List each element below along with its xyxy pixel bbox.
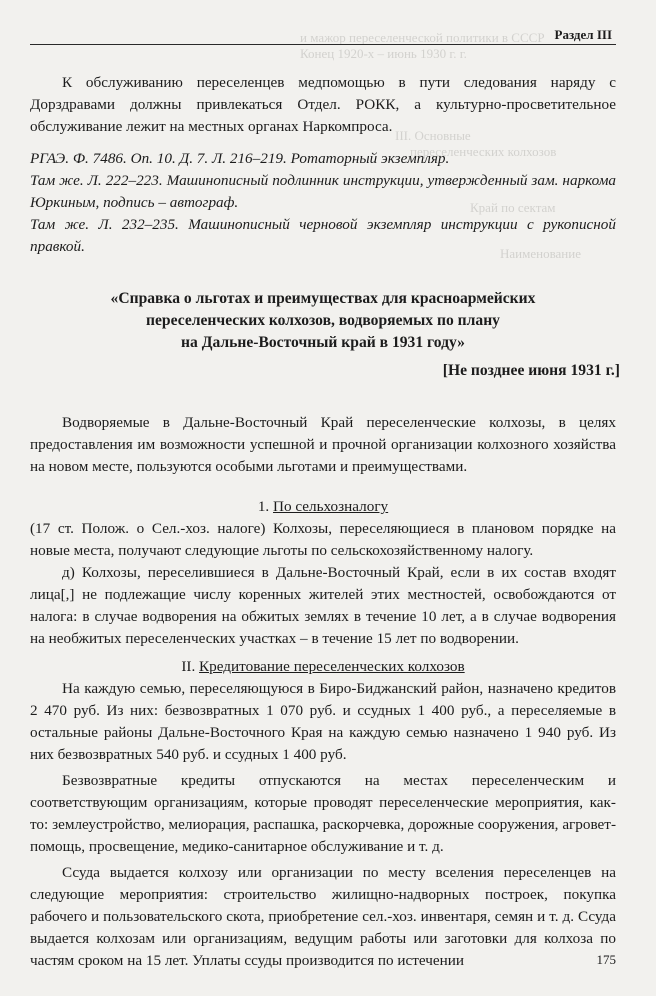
section-2-heading (30, 656, 616, 678)
section-2-paragraph: Ссуда выдается колхозу или организации по месту вселения переселенцев на следующие мероприятия: строительство жилищно-надворных построек, покупка рабочего и пользовательского скота, приобретение сел.-хоз. инвентаря, семян и т. д. Ссуда выдается колхозам или организациям, ведущим работы или заготовки для колхоза по частям сроком на 15 лет. Уплаты ссуды производится по истечении (30, 864, 616, 969)
document-title-line: переселенческих колхозов, водворяемых по плану (146, 312, 500, 329)
section-label: Раздел III (554, 27, 612, 42)
top-paragraph: К обслуживанию переселенцев медпомощью в пути следования наряду с Дорздравами должны привлекаться Отдел. РОКК, а культурно-просветительное обслуживание лежит на местных органах Наркомпроса. (30, 74, 616, 135)
section-1-heading (30, 496, 616, 518)
section-2-number: II. (181, 658, 196, 675)
section-2-paragraph: На каждую семью, переселяющуюся в Биро-Биджанский район, назначено кредитов 2 470 руб. Из них: безвозвратных 1 070 руб. и ссудных 1 400 руб., а переселяемые в остальные районы Дальне-Восточного Края на каждую семью назначено 1 940 руб. Из них безвозвратных 540 руб. и ссудных 1 400 руб. (30, 680, 616, 763)
bleed-through-text: Край по сектам (470, 200, 556, 215)
bleed-through-text: III. Основные (395, 128, 471, 143)
bleed-through-text: Конец 1920-х – июнь 1930 г. г. (300, 46, 467, 61)
page-body (30, 72, 620, 972)
bleed-through-text: переселенческих колхозов (410, 144, 557, 159)
source-line: Там же. Л. 222–223. Машинописный подлинник инструкции, утвержденный зам. наркома Юркиным, подпись – автограф. (30, 172, 616, 211)
page-number: 175 (596, 952, 616, 967)
document-title (30, 288, 616, 354)
section-1-paragraph: (17 ст. Полож. о Сел.-хоз. налоге) Колхозы, переселяющиеся в плановом порядке на новые места, получают следующие льготы по сельскохозяйственному налогу. (30, 520, 616, 559)
intro-paragraph: Водворяемые в Дальне-Восточный Край переселенческие колхозы, в целях предоставления им возможности успешной и прочной организации колхозного хозяйства на новом месте, пользуются особыми льготами и преимуществами. (30, 414, 616, 475)
source-line: РГАЭ. Ф. 7486. Оп. 10. Д. 7. Л. 216–219. Ротаторный экземпляр. (30, 150, 450, 167)
archive-sources (30, 148, 616, 258)
section-2-title: Кредитование переселенческих колхозов (199, 658, 465, 675)
header-rule (30, 44, 616, 45)
section-2-paragraph: Безвозвратные кредиты отпускаются на местах переселенческим и соответствующим организациям, которые проводят переселенческие мероприятия, как-то: землеустройство, мелиорация, распашка, раскорчевка, дорожные сооружения, агроветпомощь, просвещение, медико-санитарное обслуживание и т. д. (30, 772, 616, 855)
bleed-through-text: и мажор переселенческой политики в СССР (300, 30, 545, 45)
document-title-line: на Дальне-Восточный край в 1931 году» (181, 334, 465, 351)
bleed-through-text: Наименование (500, 246, 581, 261)
section-1-paragraph: д) Колхозы, переселившиеся в Дальне-Восточный Край, если в их состав входят лица[,] не подлежащие числу коренных жителей этих местностей, освобождаются от налога: в случае водворения на обжитых землях в течение 10 лет, а в случае водворения на необжитых переселенческих участках – в течение 15 лет по водворении. (30, 564, 616, 647)
source-line: Там же. Л. 232–235. Машинописный черновой экземпляр инструкции с рукописной правкой. (30, 216, 616, 255)
section-1-number: 1. (257, 498, 270, 515)
document-title-line: «Справка о льготах и преимуществах для красноармейских (110, 290, 536, 307)
section-1-title: По сельхозналогу (273, 498, 389, 515)
document-date: [Не позднее июня 1931 г.] (442, 362, 620, 379)
